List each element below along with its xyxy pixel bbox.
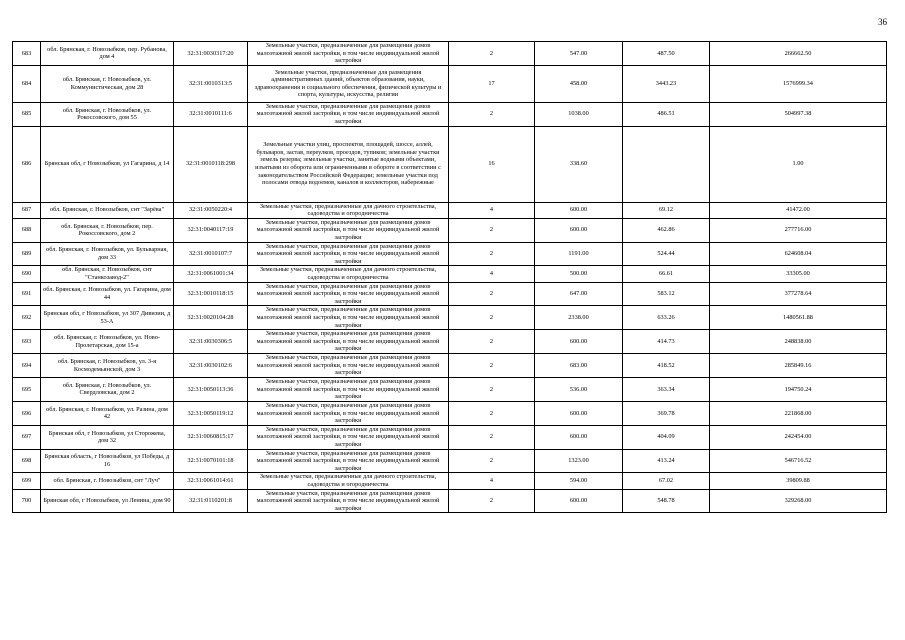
area-cell: 600.00 <box>535 489 623 513</box>
specific-value-cell: 548.78 <box>623 489 710 513</box>
cadastral-number-cell: 32:31:0010107:7 <box>174 242 248 266</box>
cadastral-number-cell: 32:31:0050113:36 <box>174 378 248 402</box>
category-cell: 2 <box>449 242 535 266</box>
cadastral-value-cell: 285849.16 <box>710 354 887 378</box>
row-number: 693 <box>13 330 41 354</box>
cadastral-value-cell: 266662.50 <box>710 42 887 66</box>
specific-value-cell: 66.61 <box>623 266 710 282</box>
specific-value-cell: 67.02 <box>623 473 710 489</box>
address-cell: Брянская обл, г Новозыбков, ул Гагарина, д 14 <box>41 126 174 202</box>
category-cell: 2 <box>449 449 535 473</box>
cadastral-number-cell: 32:31:0030317:20 <box>174 42 248 66</box>
land-use-cell: Земельные участки, предназначенные для дачного строительства, садоводства и огородничества <box>248 202 449 218</box>
cadastral-value-cell: 221868.00 <box>710 401 887 425</box>
land-use-cell: Земельные участки, предназначенные для дачного строительства, садоводства и огородничества <box>248 473 449 489</box>
cadastral-value-table <box>12 41 887 513</box>
land-use-cell: Земельные участки, предназначенные для размещения домов малоэтажной жилой застройки, в том числе индивидуальной жилой застройки <box>248 401 449 425</box>
specific-value-cell: 3443.23 <box>623 65 710 102</box>
table-row <box>13 489 887 513</box>
specific-value-cell <box>623 126 710 202</box>
area-cell: 536.00 <box>535 378 623 402</box>
area-cell: 1038.00 <box>535 102 623 126</box>
cadastral-value-cell: 1576999.34 <box>710 65 887 102</box>
table-row <box>13 65 887 102</box>
area-cell: 600.00 <box>535 401 623 425</box>
row-number: 699 <box>13 473 41 489</box>
land-use-cell: Земельные участки, предназначенные для размещения домов малоэтажной жилой застройки, в том числе индивидуальной жилой застройки <box>248 282 449 306</box>
table-row <box>13 42 887 66</box>
land-use-cell: Земельные участки, предназначенные для размещения домов малоэтажной жилой застройки, в том числе индивидуальной жилой застройки <box>248 378 449 402</box>
cadastral-number-cell: 32:31:0061001:34 <box>174 266 248 282</box>
address-cell: Брянская область, г Новозыбков, ул Победы, д 16 <box>41 449 174 473</box>
page-number: 36 <box>878 17 887 27</box>
category-cell: 2 <box>449 378 535 402</box>
category-cell: 17 <box>449 65 535 102</box>
row-number: 684 <box>13 65 41 102</box>
cadastral-value-cell: 504997.38 <box>710 102 887 126</box>
address-cell: обл. Брянская, г. Новозыбков, пер. Рокоссовского, дом 2 <box>41 218 174 242</box>
address-cell: обл. Брянская, г. Новозыбков, ул. Рокоссовского, дом 55 <box>41 102 174 126</box>
specific-value-cell: 414.73 <box>623 330 710 354</box>
row-number: 687 <box>13 202 41 218</box>
table-row <box>13 202 887 218</box>
category-cell: 16 <box>449 126 535 202</box>
table-row <box>13 401 887 425</box>
cadastral-value-cell: 329268.00 <box>710 489 887 513</box>
cadastral-value-cell: 41472.00 <box>710 202 887 218</box>
cadastral-number-cell: 32:31:0050119:12 <box>174 401 248 425</box>
table-row <box>13 218 887 242</box>
specific-value-cell: 418.52 <box>623 354 710 378</box>
land-use-cell: Земельные участки, предназначенные для размещения домов малоэтажной жилой застройки, в том числе индивидуальной жилой застройки <box>248 489 449 513</box>
table-row <box>13 473 887 489</box>
category-cell: 2 <box>449 218 535 242</box>
category-cell: 4 <box>449 202 535 218</box>
land-use-cell: Земельные участки, предназначенные для размещения домов малоэтажной жилой застройки, в том числе индивидуальной жилой застройки <box>248 449 449 473</box>
table-row <box>13 266 887 282</box>
specific-value-cell: 487.50 <box>623 42 710 66</box>
row-number: 694 <box>13 354 41 378</box>
cadastral-value-cell: 546716.52 <box>710 449 887 473</box>
address-cell: Брянская обл, г Новозыбков, ул Сторожева, дом 32 <box>41 425 174 449</box>
address-cell: обл. Брянская, г. Новозыбков, ул. Ново-Пролетарская, дом 15-а <box>41 330 174 354</box>
category-cell: 2 <box>449 42 535 66</box>
cadastral-number-cell: 32:31:0010118:15 <box>174 282 248 306</box>
address-cell: Брянская обл, г Новозыбков, ул Ленина, дом 90 <box>41 489 174 513</box>
specific-value-cell: 633.26 <box>623 306 710 330</box>
land-use-cell: Земельные участки, предназначенные для размещения домов малоэтажной жилой застройки, в том числе индивидуальной жилой застройки <box>248 42 449 66</box>
land-use-cell: Земельные участки, предназначенные для размещения домов малоэтажной жилой застройки, в том числе индивидуальной жилой застройки <box>248 330 449 354</box>
cadastral-number-cell: 32:31:0050220:4 <box>174 202 248 218</box>
row-number: 688 <box>13 218 41 242</box>
cadastral-value-cell: 1480561.88 <box>710 306 887 330</box>
row-number: 696 <box>13 401 41 425</box>
address-cell: обл. Брянская, г. Новозыбков, снт "Зарёва" <box>41 202 174 218</box>
address-cell: обл. Брянская, г. Новозыбков, снт "Луч" <box>41 473 174 489</box>
row-number: 692 <box>13 306 41 330</box>
specific-value-cell: 462.86 <box>623 218 710 242</box>
table-row <box>13 330 887 354</box>
area-cell: 1323.00 <box>535 449 623 473</box>
area-cell: 600.00 <box>535 202 623 218</box>
specific-value-cell: 69.12 <box>623 202 710 218</box>
address-cell: обл. Брянская, г. Новозыбков, снт "Станкозавод-2" <box>41 266 174 282</box>
row-number: 695 <box>13 378 41 402</box>
row-number: 686 <box>13 126 41 202</box>
table-row <box>13 354 887 378</box>
cadastral-number-cell: 32:31:0020104:28 <box>174 306 248 330</box>
cadastral-number-cell: 32:31:0010111:6 <box>174 102 248 126</box>
specific-value-cell: 404.09 <box>623 425 710 449</box>
row-number: 689 <box>13 242 41 266</box>
land-use-cell: Земельные участки, предназначенные для размещения домов малоэтажной жилой застройки, в том числе индивидуальной жилой застройки <box>248 218 449 242</box>
land-use-cell: Земельные участки улиц, проспектов, площадей, шоссе, аллей, бульваров, застав, переулков, проездов, тупиков; земельные участки земель резерва; земельные участки, занятые водными объектами, изъятыми из оборота или ограниченными в обороте в соответствии с законодательством Российской Федерации; земельные участки под полосами отвода водоемов, каналов и коллекторов, набережные <box>248 126 449 202</box>
cadastral-number-cell: 32:31:0110201:8 <box>174 489 248 513</box>
cadastral-number-cell: 32:31:0061014:61 <box>174 473 248 489</box>
table-row <box>13 378 887 402</box>
category-cell: 2 <box>449 489 535 513</box>
cadastral-value-cell: 242454.00 <box>710 425 887 449</box>
row-number: 690 <box>13 266 41 282</box>
cadastral-value-cell: 377278.64 <box>710 282 887 306</box>
cadastral-value-cell: 194750.24 <box>710 378 887 402</box>
category-cell: 4 <box>449 473 535 489</box>
land-use-cell: Земельные участки, предназначенные для дачного строительства, садоводства и огородничества <box>248 266 449 282</box>
cadastral-number-cell: 32:31:0070101:18 <box>174 449 248 473</box>
row-number: 698 <box>13 449 41 473</box>
land-use-cell: Земельные участки, предназначенные для размещения административных зданий, объектов образования, науки, здравоохранения и социального обеспечения, физической культуры и спорта, культуры, искусства, религии <box>248 65 449 102</box>
category-cell: 2 <box>449 425 535 449</box>
area-cell: 594.00 <box>535 473 623 489</box>
table-row <box>13 282 887 306</box>
cadastral-number-cell: 32:31:0030306:5 <box>174 330 248 354</box>
table-row <box>13 102 887 126</box>
category-cell: 2 <box>449 306 535 330</box>
category-cell: 2 <box>449 102 535 126</box>
area-cell: 547.00 <box>535 42 623 66</box>
row-number: 691 <box>13 282 41 306</box>
address-cell: обл. Брянская, г. Новозыбков, ул. Коммунистическая, дом 28 <box>41 65 174 102</box>
specific-value-cell: 413.24 <box>623 449 710 473</box>
specific-value-cell: 524.44 <box>623 242 710 266</box>
category-cell: 4 <box>449 266 535 282</box>
address-cell: обл. Брянская, г. Новозыбков, ул. Свердловская, дом 2 <box>41 378 174 402</box>
cadastral-value-cell: 39809.88 <box>710 473 887 489</box>
row-number: 700 <box>13 489 41 513</box>
specific-value-cell: 369.78 <box>623 401 710 425</box>
specific-value-cell: 363.34 <box>623 378 710 402</box>
category-cell: 2 <box>449 282 535 306</box>
cadastral-value-cell: 277716.00 <box>710 218 887 242</box>
cadastral-number-cell: 32:31:0060815:17 <box>174 425 248 449</box>
area-cell: 600.00 <box>535 218 623 242</box>
land-use-cell: Земельные участки, предназначенные для размещения домов малоэтажной жилой застройки, в том числе индивидуальной жилой застройки <box>248 306 449 330</box>
address-cell: обл. Брянская, г. Новозыбков, ул. 3-я Космодемьянской, дом 3 <box>41 354 174 378</box>
land-use-cell: Земельные участки, предназначенные для размещения домов малоэтажной жилой застройки, в том числе индивидуальной жилой застройки <box>248 354 449 378</box>
cadastral-number-cell: 32:31:0010118:298 <box>174 126 248 202</box>
table-row <box>13 126 887 202</box>
row-number: 685 <box>13 102 41 126</box>
table-row <box>13 242 887 266</box>
specific-value-cell: 486.51 <box>623 102 710 126</box>
area-cell: 600.00 <box>535 330 623 354</box>
cadastral-number-cell: 32:31:0030102:6 <box>174 354 248 378</box>
table-row <box>13 306 887 330</box>
cadastral-value-cell: 33305.00 <box>710 266 887 282</box>
specific-value-cell: 583.12 <box>623 282 710 306</box>
row-number: 697 <box>13 425 41 449</box>
land-use-cell: Земельные участки, предназначенные для размещения домов малоэтажной жилой застройки, в том числе индивидуальной жилой застройки <box>248 242 449 266</box>
land-use-cell: Земельные участки, предназначенные для размещения домов малоэтажной жилой застройки, в том числе индивидуальной жилой застройки <box>248 425 449 449</box>
table-row <box>13 449 887 473</box>
cadastral-number-cell: 32:31:0040117:19 <box>174 218 248 242</box>
row-number: 683 <box>13 42 41 66</box>
area-cell: 500.00 <box>535 266 623 282</box>
cadastral-number-cell: 32:31:0010313:5 <box>174 65 248 102</box>
table-row <box>13 425 887 449</box>
address-cell: Брянская обл, г Новозыбков, ул 307 Дивизии, д 53-А <box>41 306 174 330</box>
cadastral-value-cell: 248838.00 <box>710 330 887 354</box>
area-cell: 458.00 <box>535 65 623 102</box>
address-cell: обл. Брянская, г. Новозыбков, ул. Бульварная, дом 33 <box>41 242 174 266</box>
cadastral-value-cell: 1.00 <box>710 126 887 202</box>
area-cell: 2338.00 <box>535 306 623 330</box>
category-cell: 2 <box>449 354 535 378</box>
area-cell: 338.60 <box>535 126 623 202</box>
category-cell: 2 <box>449 330 535 354</box>
area-cell: 683.00 <box>535 354 623 378</box>
area-cell: 647.00 <box>535 282 623 306</box>
cadastral-value-cell: 624608.04 <box>710 242 887 266</box>
land-use-cell: Земельные участки, предназначенные для размещения домов малоэтажной жилой застройки, в том числе индивидуальной жилой застройки <box>248 102 449 126</box>
area-cell: 600.00 <box>535 425 623 449</box>
area-cell: 1191.00 <box>535 242 623 266</box>
address-cell: обл. Брянская, г. Новозыбков, пер. Рубанова, дом 4 <box>41 42 174 66</box>
address-cell: обл. Брянская, г. Новозыбков, ул. Гагарина, дом 44 <box>41 282 174 306</box>
category-cell: 2 <box>449 401 535 425</box>
address-cell: обл. Брянская, г. Новозыбков, ул. Разина, дом 42 <box>41 401 174 425</box>
